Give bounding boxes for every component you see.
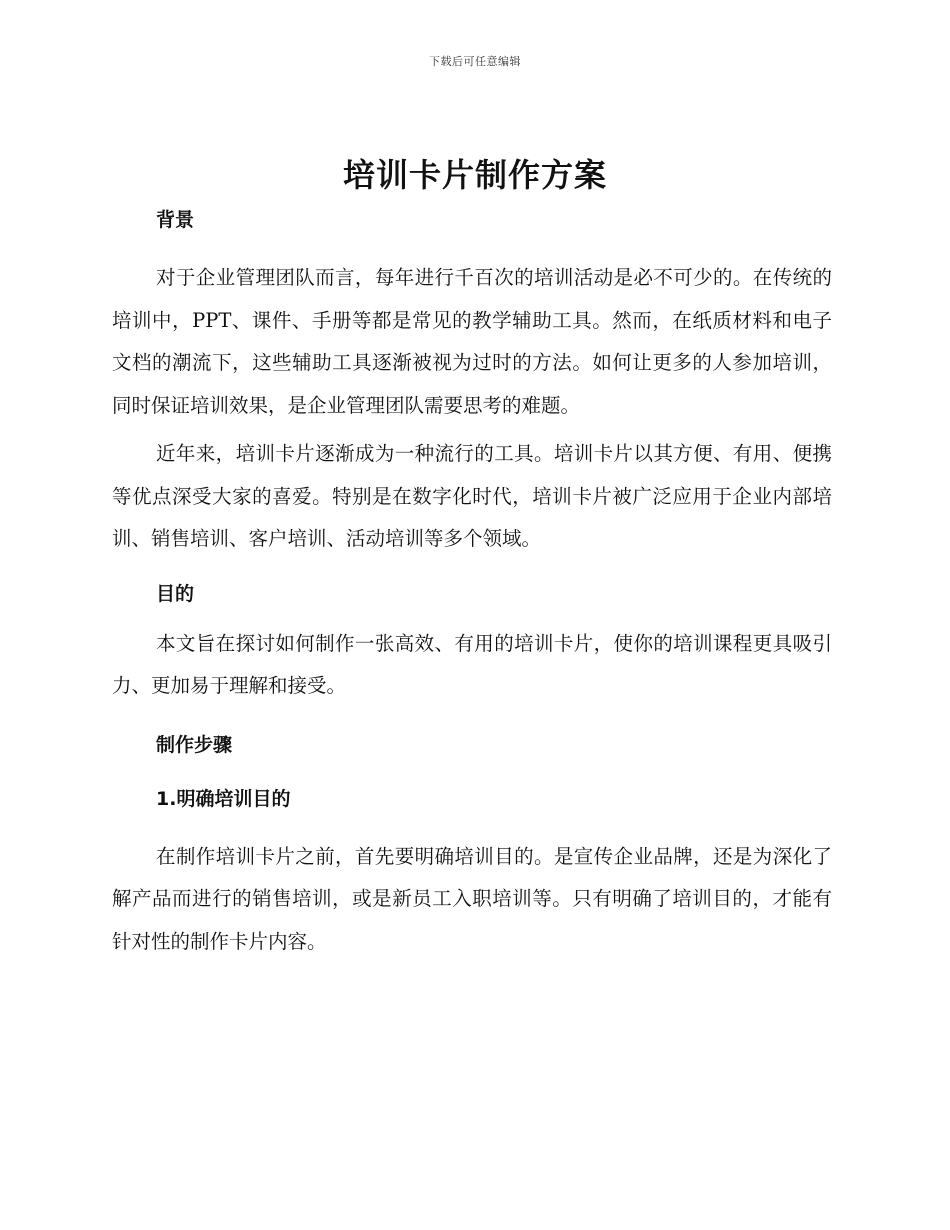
section-heading-purpose: 目的: [156, 582, 195, 605]
document-body: [112, 205, 832, 963]
paragraph-purpose: 本文旨在探讨如何制作一张高效、有用的培训卡片，使你的培训课程更具吸引力、更加易于理解和接受。: [112, 631, 832, 697]
paragraph-step1: 在制作培训卡片之前，首先要明确培训目的。是宣传企业品牌，还是为深化了解产品而进行的销售培训，或是新员工入职培训等。只有明确了培训目的，才能有针对性的制作卡片内容。: [112, 844, 832, 953]
section-heading-steps: 制作步骤: [156, 733, 233, 756]
paragraph-background-1: 对于企业管理团队而言，每年进行千百次的培训活动是必不可少的。在传统的培训中，PPT、课件、手册等都是常见的教学辅助工具。然而，在纸质材料和电子文档的潮流下，这些辅助工具逐渐被视为过时的方法。如何让更多的人参加培训，同时保证培训效果，是企业管理团队需要思考的难题。: [112, 266, 832, 417]
paragraph-background-2: 近年来，培训卡片逐渐成为一种流行的工具。培训卡片以其方便、有用、便携等优点深受大家的喜爱。特别是在数字化时代，培训卡片被广泛应用于企业内部培训、销售培训、客户培训、活动培训等多个领域。: [112, 442, 832, 550]
header-note: 下载后可任意编辑: [429, 55, 521, 68]
subsection-heading-step1: 1.明确培训目的: [156, 787, 291, 810]
section-heading-background: 背景: [156, 209, 195, 231]
document-title: 培训卡片制作方案: [342, 156, 607, 194]
